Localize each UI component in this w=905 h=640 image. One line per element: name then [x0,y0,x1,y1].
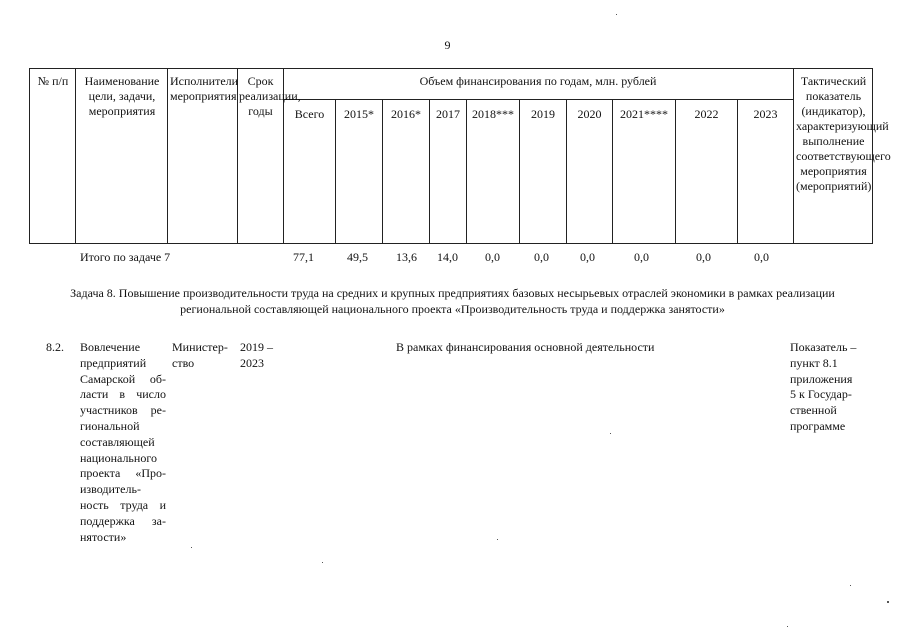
year-header: 2018*** [472,107,514,121]
total-value: 49,5 [347,250,368,264]
total-value: 0,0 [634,250,649,264]
scan-speck [497,539,498,540]
total-value: 0,0 [754,250,769,264]
row-funding-note: В рамках финансирования основной деятельности [396,340,655,354]
row-name-line: составляющей [80,434,155,449]
col-border [29,68,30,244]
row-number: 8.2. [46,340,64,354]
row-name [80,340,166,545]
total-value: 14,0 [437,250,458,264]
scan-speck [322,562,323,563]
table-top-border [29,68,873,69]
col-border [75,68,76,244]
row-name-line: гиональной [80,418,140,433]
header-col-term: Срок реализации, годы [239,74,301,118]
year-header: 2022 [694,107,719,121]
header-table [29,68,891,244]
scan-speck [787,626,788,627]
row-term-line: 2019 – [240,340,273,354]
header-col-name: Наименование цели, задачи, мероприятия [84,74,160,118]
scan-speck [887,601,889,603]
total-value: 0,0 [534,250,549,264]
col-border [237,68,238,244]
row-name-line: Самарской об- [80,371,166,386]
year-header: 2020 [577,107,602,121]
row-name-line: изводитель- [80,482,141,497]
total-label: Итого по задаче 7 [80,250,171,264]
year-header: 2017 [436,107,460,121]
year-header: 2023 [753,107,778,121]
year-header: 2021**** [620,107,668,121]
header-col-funding: Объем финансирования по годам, млн. рублей [419,74,657,88]
col-border [167,68,168,244]
row-executor-line: ство [172,355,195,370]
row-executor-line: Министер- [172,340,228,354]
table-bottom-border [29,243,873,244]
row-name-line: ность труда и [80,497,166,512]
scan-speck [616,14,617,15]
row-name-line: поддержка за- [80,513,166,528]
page-number: 9 [444,38,451,52]
row-indicator [790,340,875,435]
header-col-executors: Исполнители мероприятия [170,74,239,103]
row-indicator-line: Показатель – [790,340,857,354]
row-indicator-line: ственной [790,403,837,418]
year-header: 2015* [344,107,374,121]
row-name-line: проекта «Про- [80,466,166,481]
row-name-line: ласти в число [80,387,166,402]
row-indicator-line: приложения [790,371,853,386]
scan-speck [850,585,851,586]
row-term-line: 2023 [240,355,264,370]
total-value: 0,0 [696,250,711,264]
header-col-number: № п/п [37,74,69,88]
row-term [240,340,286,372]
scan-speck [610,433,611,434]
total-value: 0,0 [485,250,500,264]
row-name-line: участников ре- [80,403,166,418]
row-indicator-line: 5 к Государ- [790,387,852,402]
total-value: 0,0 [580,250,595,264]
task-8-title-line: Задача 8. Повышение производительности труда на средних и крупных предприятиях базовых несырьевых отраслей экономики в рамках реализации [70,286,835,300]
col-border [793,68,794,244]
row-indicator-line: пункт 8.1 [790,355,838,370]
year-header: Всего [294,107,325,121]
total-value: 13,6 [396,250,417,264]
row-indicator-line: программе [790,418,846,433]
row-executor [172,340,238,372]
funding-subheader-border [283,99,793,100]
row-name-line: Вовлечение [80,340,141,354]
row-name-line: нятости» [80,529,127,544]
row-name-line: национального [80,450,157,465]
total-value: 77,1 [293,250,314,264]
task-8-title [20,285,885,317]
header-col-indicator: Тактический показатель (индикатор), характеризующий выполнение соответствующего мероприятия (мероприятий) [796,74,891,193]
row-name-line: предприятий [80,355,147,370]
task-8-title-line: региональной составляющей национального проекта «Производительность труда и поддержка занятости» [180,302,725,316]
scan-speck [191,547,192,548]
year-header: 2019 [531,107,555,121]
year-header: 2016* [391,107,421,121]
